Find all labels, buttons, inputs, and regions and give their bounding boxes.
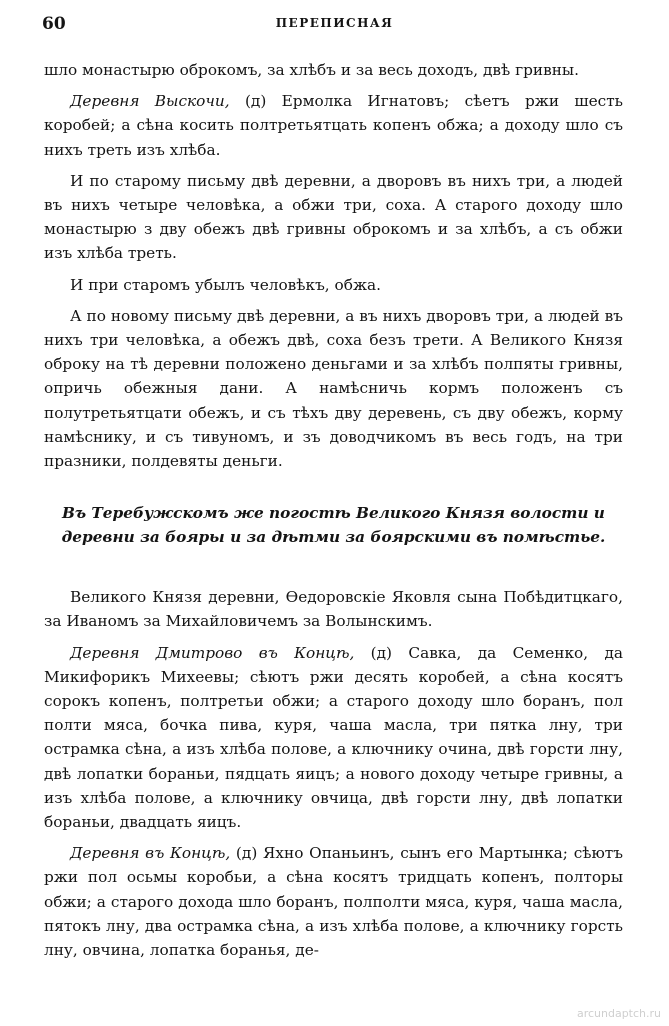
paragraph (44, 841, 623, 962)
paragraph-text: (д) Яхно Опаньинъ, сынъ его Мартынка; сѣютъ ржи пол осьмы коробьи, а сѣна косятъ тридцать копенъ, полторы обжи; а старого дохода шло боранъ, полполти мяса, куря, чаша масла, пятокъ лну, два острамка сѣна, а изъ хлѣба полове, а ключнику горсть лну, овчина, лопатка боранья, де- (44, 844, 623, 960)
section-heading: Въ Теребужскомъ же погостѣ Великого Князя волости и деревни за бояры и за дѣтми за боярскими въ помѣстье. (61, 504, 606, 547)
paragraph-text: А по новому письму двѣ деревни, а въ нихъ дворовъ три, а людей въ нихъ три человѣка, а обежъ двѣ, соха безъ трети. А Великого Князя оброку на тѣ деревни положено деньгами и за хлѣбъ полпяты гривны, опричь обежныя дани. А намѣсничь кормъ положенъ съ полутретьятцати обежъ, и съ тѣхъ дву деревень, съ дву обежъ, корму намѣснику, и съ тивуномъ, и зъ доводчикомъ въ весь годъ, на три празники, полдевяты деньги. (44, 306, 623, 471)
paragraph-text: (д) Савка, да Семенко, да Микифорикъ Михеевы; сѣютъ ржи десять коробей, а сѣна косятъ сорокъ копенъ, полтретьи обжи; а старого доходу шло боранъ, пол полти мяса, бочка пива, куря, чаша масла, три пятка лну, три острамка сѣна, а изъ хлѣба полове, а ключнику очина, двѣ горсти лну, двѣ лопатки бораньи, пядцать яицъ; а нового доходу четыре гривны, а изъ хлѣба полове, а ключнику овчица, двѣ горсти лну, двѣ лопатки бораньи, двадцать яицъ. (44, 643, 623, 832)
page-body (44, 58, 623, 969)
paragraph-text: И по старому письму двѣ деревни, а дворовъ въ нихъ три, а людей въ нихъ четыре человѣка, а обжи три, соха. А старого доходу шло монастырю з дву обежъ двѣ гривны оброкомъ и за хлѣбъ, а съ обжи изъ хлѣба треть. (44, 171, 623, 263)
paragraph-text: И при старомъ убылъ человѣкъ, обжа. (70, 275, 382, 294)
running-head: ПЕРЕПИСНАЯ (275, 16, 394, 30)
paragraph (44, 585, 623, 633)
paragraph (44, 273, 623, 297)
paragraph (44, 304, 623, 473)
paragraph-text: шло монастырю оброкомъ, за хлѣбъ и за весь доходъ, двѣ гривны. (44, 61, 579, 79)
paragraph-text: (д) Ермолка Игнатовъ; сѣетъ ржи шесть коробей; а сѣна косить полтретьятцать копенъ обжа; а доходу шло съ нихъ треть изъ хлѣба. (44, 92, 623, 159)
paragraph-lead: Деревня Выскочи, (70, 92, 230, 111)
paragraph (44, 169, 623, 266)
paragraph-lead: Деревня Дмитрово въ Концѣ, (70, 643, 355, 662)
paragraph (44, 58, 623, 82)
paragraph-text: Великого Князя деревни, Ѳедоровскіе Яковля сына Побѣдитцкаго, за Иваномъ за Михайловичемъ за Волынскимъ. (44, 588, 623, 631)
page-number: 60 (42, 14, 66, 34)
paragraph (44, 89, 623, 162)
paragraph-lead: Деревня въ Концѣ, (70, 844, 231, 863)
page-header (42, 10, 627, 38)
watermark: arcundaptch.ru (576, 1007, 661, 1020)
paragraph (44, 641, 623, 835)
